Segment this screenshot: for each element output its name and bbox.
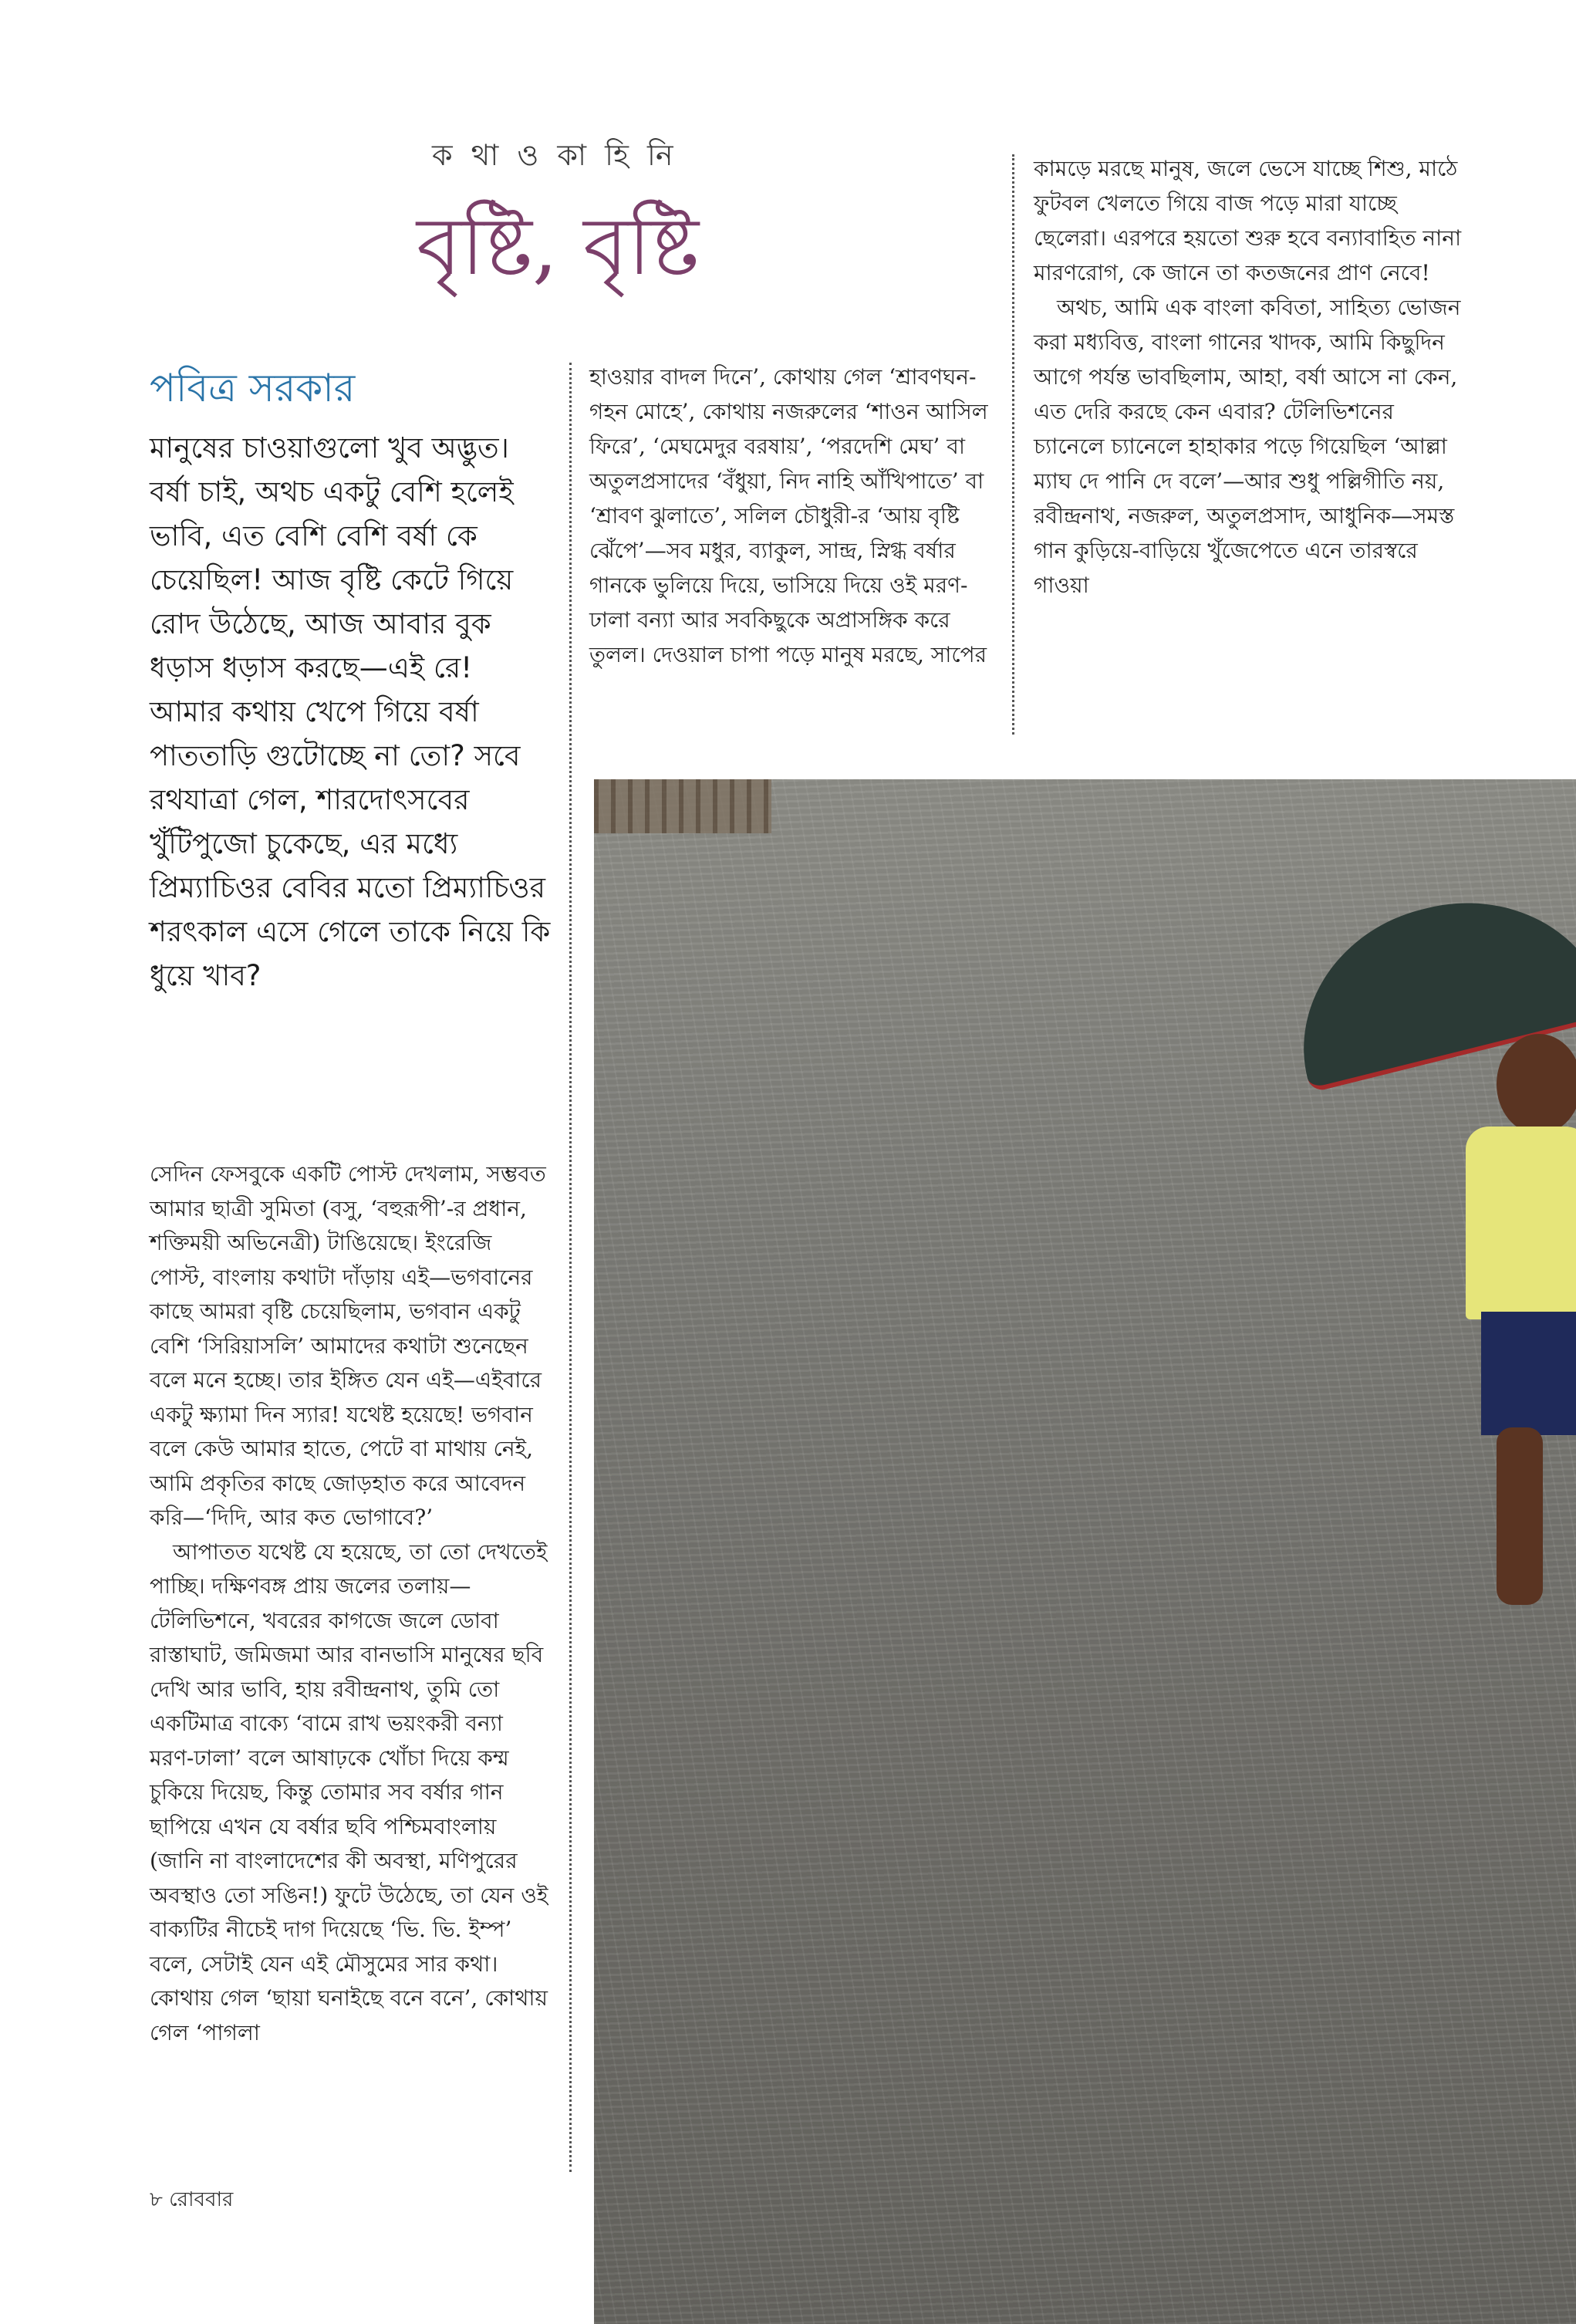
column-divider-left <box>569 363 572 2172</box>
right-column <box>1034 151 1466 603</box>
headline: বৃষ্টি, বৃষ্টি <box>417 199 700 293</box>
child-figure <box>1466 1034 1576 1636</box>
child-shirt <box>1466 1127 1576 1319</box>
middle-column: হাওয়ার বাদল দিনে’, কোথায় গেল ‘শ্রাবণঘন-গহন মোহে’, কোথায় নজরুলের ‘শাওন আসিল ফিরে’, ‘মেঘমেদুর বরষায়’, ‘পরদেশি মেঘ’ বা অতুলপ্রসাদের ‘বঁধুয়া, নিদ নাহি আঁখিপাতে’ বা ‘শ্রাবণ ঝুলাতে’, সলিল চৌধুরী-র ‘আয় বৃষ্টি ঝেঁপে’—সব মধুর, ব্যাকুল, সান্দ্র, স্নিগ্ধ বর্ষার গানকে ভুলিয়ে দিয়ে, ভাসিয়ে দিয়ে ওই মরণ-ঢালা বন্যা আর সবকিছুকে অপ্রাসঙ্গিক করে তুলল। দেওয়াল চাপা পড়ে মানুষ মরছে, সাপের <box>589 364 988 667</box>
railing <box>594 779 771 833</box>
left-column-paragraph-1: সেদিন ফেসবুকে একটি পোস্ট দেখলাম, সম্ভবত আমার ছাত্রী সুমিতা (বসু, ‘বহুরূপী’-র প্রধান, শক্তিময়ী অভিনেত্রী) টাঙিয়েছে। ইংরেজি পোস্ট, বাংলায় কথাটা দাঁড়ায় এই—ভগবানের কাছে আমরা বৃষ্টি চেয়েছিলাম, ভগবান একটু বেশি ‘সিরিয়াসলি’ আমাদের কথাটা শুনেছেন বলে মনে হচ্ছে। তার ইঙ্গিত যেন এই—এইবারে একটু ক্ষ্যামা দিন স্যার! যথেষ্ট হয়েছে! ভগবান বলে কেউ আমার হাতে, পেটে বা মাথায় নেই, আমি প্রকৃতির কাছে জোড়হাত করে আবেদন করি—‘দিদি, আর কত ভোগাবে?’ <box>150 1161 546 1530</box>
child-shorts <box>1481 1312 1576 1435</box>
left-column <box>150 1157 551 2050</box>
left-column-paragraph-2: আপাতত যথেষ্ট যে হয়েছে, তা তো দেখতেই পাচ্ছি। দক্ষিণবঙ্গ প্রায় জলের তলায়—টেলিভিশনে, খবরের কাগজে জলে ডোবা রাস্তাঘাট, জমিজমা আর বানভাসি মানুষের ছবি দেখি আর ভাবি, হায় রবীন্দ্রনাথ, তুমি তো একটিমাত্র বাক্যে ‘বামে রাখ ভয়ংকরী বন্যা মরণ-ঢালা’ বলে আষাঢ়কে খোঁচা দিয়ে কম্ম চুকিয়ে দিয়েছ, কিন্তু তোমার সব বর্ষার গান ছাপিয়ে এখন যে বর্ষার ছবি পশ্চিমবাংলায় (জানি না বাংলাদেশের কী অবস্থা, মণিপুরের অবস্থাও তো সঙিন!) ফুটে উঠেছে, তা যেন ওই বাক্যটির নীচেই দাগ দিয়েছে ‘ভি. ভি. ইম্প’ বলে, সেটাই যেন এই মৌসুমের সার কথা। কোথায় গেল ‘ছায়া ঘনাইছে বনে বনে’, কোথায় গেল ‘পাগলা <box>150 1539 548 2045</box>
right-column-paragraph-1: কামড়ে মরছে মানুষ, জলে ভেসে যাচ্ছে শিশু, মাঠে ফুটবল খেলতে গিয়ে বাজ পড়ে মারা যাচ্ছে ছেলেরা। এরপরে হয়তো শুরু হবে বন্যাবাহিত নানা মারণরোগ, কে জানে তা কতজনের প্রাণ নেবে! <box>1034 156 1462 285</box>
byline: পবিত্র সরকার <box>150 366 356 410</box>
column-divider-middle <box>1012 154 1014 735</box>
section-label: ক থা ও কা হি নি <box>432 138 678 172</box>
intro-paragraph: মানুষের চাওয়াগুলো খুব অদ্ভুত। বর্ষা চাই, অথচ একটু বেশি হলেই ভাবি, এত বেশি বেশি বর্ষা কে চেয়েছিল! আজ বৃষ্টি কেটে গিয়ে রোদ উঠেছে, আজ আবার বুক ধড়াস ধড়াস করছে—এই রে! আমার কথায় খেপে গিয়ে বর্ষা পাততাড়ি গুটোচ্ছে না তো? সবে রথযাত্রা গেল, শারদোৎসবের খুঁটিপুজো চুকেছে, এর মধ্যে প্রিম্যাচিওর বেবির মতো প্রিম্যাচিওর শরৎকাল এসে গেলে তাকে নিয়ে কি ধুয়ে খাব? <box>150 431 551 992</box>
rain-photo <box>594 779 1576 2324</box>
right-column-paragraph-2: অথচ, আমি এক বাংলা কবিতা, সাহিত্য ভোজন করা মধ্যবিত্ত, বাংলা গানের খাদক, আমি কিছুদিন আগে পর্যন্ত ভাবছিলাম, আহা, বর্ষা আসে না কেন, এত দেরি করছে কেন এবার? টেলিভিশনের চ্যানেলে চ্যানেলে হাহাকার পড়ে গিয়েছিল ‘আল্লা ম্যাঘ দে পানি দে বলে’—আর শুধু পল্লিগীতি নয়, রবীন্দ্রনাথ, নজরুল, অতুলপ্রসাদ, আধুনিক—সমস্ত গান কুড়িয়ে-বাড়িয়ে খুঁজেপেতে এনে তারস্বরে গাওয়া <box>1034 295 1461 598</box>
child-head <box>1497 1034 1576 1134</box>
page-folio: ৮ রোববার <box>150 2188 234 2211</box>
child-leg <box>1497 1427 1543 1605</box>
